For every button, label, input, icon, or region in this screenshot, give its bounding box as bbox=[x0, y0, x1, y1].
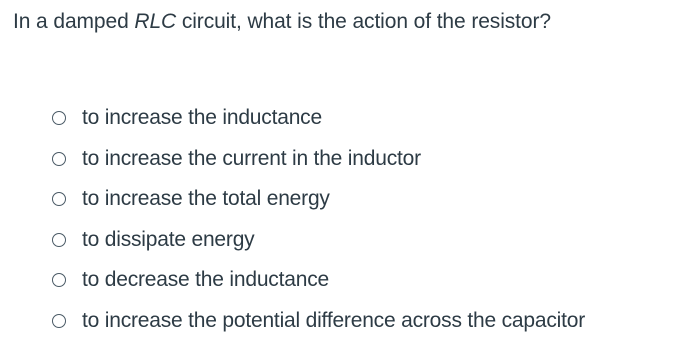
answer-label: to decrease the inductance bbox=[82, 268, 329, 292]
answer-label: to dissipate energy bbox=[82, 227, 255, 251]
question-prefix: In a damped bbox=[13, 10, 135, 33]
radio-button-icon[interactable] bbox=[52, 314, 66, 328]
answer-option-6[interactable] bbox=[52, 301, 585, 342]
answer-option-5[interactable] bbox=[52, 260, 585, 301]
answer-label: to increase the potential difference across the capacitor bbox=[82, 308, 586, 332]
answer-option-4[interactable] bbox=[52, 220, 585, 261]
radio-button-icon[interactable] bbox=[52, 111, 66, 125]
answer-option-3[interactable] bbox=[52, 179, 585, 220]
question-emphasis: RLC bbox=[134, 10, 177, 33]
answer-option-2[interactable] bbox=[52, 139, 585, 180]
answer-label: to increase the inductance bbox=[82, 106, 322, 130]
answer-label: to increase the current in the inductor bbox=[82, 146, 421, 170]
answer-label: to increase the total energy bbox=[82, 187, 330, 211]
question-suffix: circuit, what is the action of the resistor? bbox=[176, 10, 551, 33]
radio-button-icon[interactable] bbox=[52, 273, 66, 287]
answer-list bbox=[52, 98, 585, 341]
radio-button-icon[interactable] bbox=[52, 233, 66, 247]
answer-option-1[interactable] bbox=[52, 98, 585, 139]
radio-button-icon[interactable] bbox=[52, 152, 66, 166]
question-text bbox=[13, 9, 551, 35]
radio-button-icon[interactable] bbox=[52, 192, 66, 206]
